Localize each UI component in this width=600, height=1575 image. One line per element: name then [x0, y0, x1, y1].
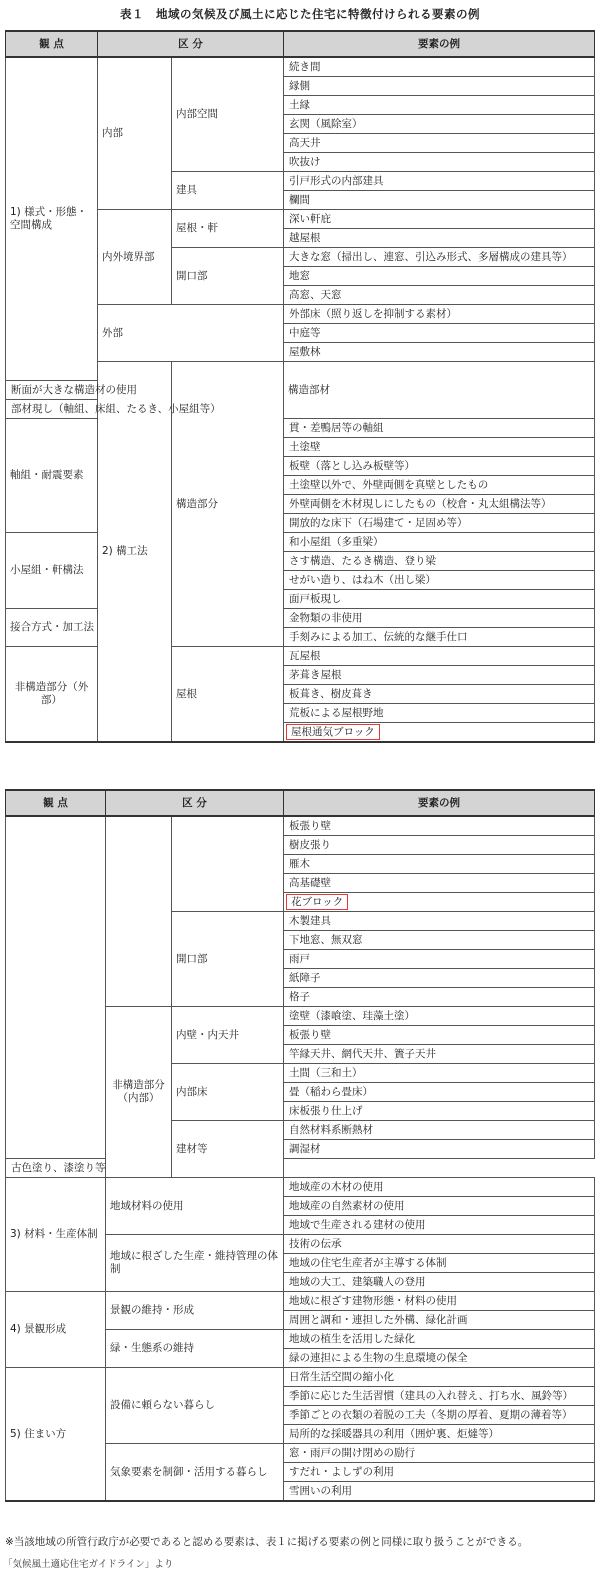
perspective-construction-method: 2) 構工法 — [98, 362, 172, 743]
subcategory-roof: 屋根 — [172, 647, 284, 743]
element-item: 土縁 — [284, 96, 595, 115]
header-category: 区 分 — [106, 790, 284, 816]
element-item: 雨戸 — [284, 950, 595, 969]
subcategory-framing-seismic: 軸組・耐震要素 — [6, 419, 98, 533]
subcategory-building-materials: 建材等 — [172, 1121, 284, 1178]
category-nonstructural-interior: 非構造部分（内部） — [106, 1007, 172, 1178]
element-item: 調湿材 — [284, 1140, 595, 1159]
element-item: 板葺き、樹皮葺き — [284, 685, 595, 704]
element-item: 木製建具 — [284, 912, 595, 931]
table-title: 表１ 地域の気候及び風土に応じた住宅に特徴付けられる要素の例 — [120, 7, 480, 21]
element-item: 和小屋組（多重梁） — [284, 533, 595, 552]
element-item: 手刻みによる加工、伝統的な継手仕口 — [284, 628, 595, 647]
element-item: 貫・差鴨居等の軸組 — [284, 419, 595, 438]
header-perspective: 観 点 — [6, 31, 98, 57]
element-item: 板張り壁 — [284, 1026, 595, 1045]
subcategory-structural-members: 構造部材 — [284, 362, 595, 419]
category-exterior: 外部 — [98, 305, 284, 362]
highlight-box: 屋根通気ブロック — [286, 724, 380, 740]
element-item: 吹抜け — [284, 153, 595, 172]
category-nonstructural-exterior: 非構造部分（外部） — [6, 647, 98, 743]
element-item: さす構造、たるき構造、登り梁 — [284, 552, 595, 571]
header-category: 区 分 — [98, 31, 284, 57]
element-item: 局所的な採暖器具の利用（囲炉裏、炬燵等） — [284, 1425, 595, 1444]
element-item: 越屋根 — [284, 229, 595, 248]
subcategory-fittings: 建具 — [172, 172, 284, 210]
element-item: 部材現し（軸組、床組、たるき、小屋組等） — [6, 400, 98, 419]
element-item: 格子 — [284, 988, 595, 1007]
element-item: 面戸板現し — [284, 590, 595, 609]
element-item: 板張り壁 — [284, 816, 595, 836]
element-item: 緑の連担による生物の生息環境の保全 — [284, 1349, 595, 1368]
subcategory-openings: 開口部 — [172, 912, 284, 1007]
header-perspective: 観 点 — [6, 790, 106, 816]
element-item: 季節ごとの衣類の着脱の工夫（冬期の厚着、夏期の薄着等） — [284, 1406, 595, 1425]
perspective-landscape: 4) 景観形成 — [6, 1292, 106, 1368]
category-structural-part: 構造部分 — [172, 362, 284, 647]
element-item: せがい造り、はね木（出し梁） — [284, 571, 595, 590]
element-item: 紙障子 — [284, 969, 595, 988]
category-landscape-maintenance: 景観の維持・形成 — [106, 1292, 284, 1330]
category-living-without-equipment: 設備に頼らない暮らし — [106, 1368, 284, 1444]
source-citation: 「気候風土適応住宅ガイドライン」より — [3, 1559, 174, 1570]
element-item-highlighted — [284, 893, 595, 912]
element-item: 地域産の自然素材の使用 — [284, 1197, 595, 1216]
element-item: 竿縁天井、網代天井、簀子天井 — [284, 1045, 595, 1064]
element-item: すだれ・よしずの利用 — [284, 1463, 595, 1482]
element-item: 大きな窓（掃出し、連窓、引込み形式、多層構成の建具等） — [284, 248, 595, 267]
category-greenery-ecosystem: 緑・生態系の維持 — [106, 1330, 284, 1368]
subcategory-openings: 開口部 — [172, 248, 284, 305]
elements-table-part-1 — [5, 30, 595, 743]
element-item: 金物類の非使用 — [284, 609, 595, 628]
footnote: ※当該地域の所管行政庁が必要であると認める要素は、表１に掲げる要素の例と同様に取り扱うことができる。 — [5, 1536, 529, 1548]
element-item: 開放的な床下（石場建て・足固め等） — [284, 514, 595, 533]
element-item: 引戸形式の内部建具 — [284, 172, 595, 191]
category-weather-control-living: 気象要素を制御・活用する暮らし — [106, 1444, 284, 1502]
category-continued — [106, 816, 172, 1007]
element-item: 窓・雨戸の開け閉めの励行 — [284, 1444, 595, 1463]
element-item: 日常生活空間の縮小化 — [284, 1368, 595, 1387]
elements-table-part-2 — [5, 789, 595, 1502]
category-inner-outer-boundary: 内外境界部 — [98, 210, 172, 305]
element-item: 古色塗り、漆塗り等 — [6, 1159, 106, 1178]
perspective-continued — [6, 816, 106, 1159]
category-interior: 内部 — [98, 57, 172, 210]
element-item: 雁木 — [284, 855, 595, 874]
element-item: 外部床（照り返しを抑制する素材） — [284, 305, 595, 324]
element-item: 技術の伝承 — [284, 1235, 595, 1254]
element-item: 土間（三和土） — [284, 1064, 595, 1083]
element-item: 茅葺き屋根 — [284, 666, 595, 685]
element-item: 土塗壁 — [284, 438, 595, 457]
subcategory-interior-floor: 内部床 — [172, 1064, 284, 1121]
element-item: 下地窓、無双窓 — [284, 931, 595, 950]
perspective-style-form: 1) 様式・形態・空間構成 — [6, 57, 98, 381]
element-item: 板壁（落とし込み板壁等） — [284, 457, 595, 476]
element-item: 地域の大工、建築職人の登用 — [284, 1273, 595, 1292]
element-item: 縁側 — [284, 77, 595, 96]
header-elements: 要素の例 — [284, 790, 595, 816]
element-item: 高基礎壁 — [284, 874, 595, 893]
element-item: 深い軒庇 — [284, 210, 595, 229]
element-item: 雪囲いの利用 — [284, 1482, 595, 1502]
element-item: 断面が大きな構造材の使用 — [6, 381, 98, 400]
element-item: 玄関（風除室） — [284, 115, 595, 134]
subcategory-joinery: 接合方式・加工法 — [6, 609, 98, 647]
subcategory-interior-space: 内部空間 — [172, 57, 284, 172]
subcategory-roof-truss-eaves: 小屋組・軒構法 — [6, 533, 98, 609]
element-item: 地域の住宅生産者が主導する体制 — [284, 1254, 595, 1273]
category-local-production-system: 地域に根ざした生産・維持管理の体制 — [106, 1235, 284, 1292]
header-elements: 要素の例 — [284, 31, 595, 57]
element-item: 高天井 — [284, 134, 595, 153]
element-item: 瓦屋根 — [284, 647, 595, 666]
element-item: 土塗壁以外で、外壁両側を真壁としたもの — [284, 476, 595, 495]
element-item: 自然材料系断熱材 — [284, 1121, 595, 1140]
element-item: 地域産の木材の使用 — [284, 1178, 595, 1197]
subcategory-roof-eaves: 屋根・軒 — [172, 210, 284, 248]
element-item: 欄間 — [284, 191, 595, 210]
subcategory-interior-walls-ceiling: 内壁・内天井 — [172, 1007, 284, 1064]
element-item: 床板張り仕上げ — [284, 1102, 595, 1121]
element-item: 樹皮張り — [284, 836, 595, 855]
element-item: 高窓、天窓 — [284, 286, 595, 305]
perspective-materials-production: 3) 材料・生産体制 — [6, 1178, 106, 1292]
element-item: 周囲と調和・連担した外構、緑化計画 — [284, 1311, 595, 1330]
element-item: 中庭等 — [284, 324, 595, 343]
element-item: 地域の植生を活用した緑化 — [284, 1330, 595, 1349]
element-item: 屋敷林 — [284, 343, 595, 362]
element-item-highlighted — [284, 723, 595, 743]
perspective-lifestyle: 5) 住まい方 — [6, 1368, 106, 1502]
element-item: 外壁両側を木材現しにしたもの（校倉・丸太組構法等） — [284, 495, 595, 514]
element-item: 地域で生産される建材の使用 — [284, 1216, 595, 1235]
element-item: 季節に応じた生活習慣（建具の入れ替え、打ち水、風鈴等） — [284, 1387, 595, 1406]
highlight-box: 花ブロック — [286, 894, 348, 910]
element-item: 続き間 — [284, 57, 595, 77]
element-item: 畳（稲わら畳床） — [284, 1083, 595, 1102]
category-local-materials: 地域材料の使用 — [106, 1178, 284, 1235]
element-item: 塗壁（漆喰塗、珪藻土塗） — [284, 1007, 595, 1026]
subcategory-continued — [172, 816, 284, 912]
element-item: 地窓 — [284, 267, 595, 286]
element-item: 地域に根ざす建物形態・材料の使用 — [284, 1292, 595, 1311]
element-item: 荒板による屋根野地 — [284, 704, 595, 723]
